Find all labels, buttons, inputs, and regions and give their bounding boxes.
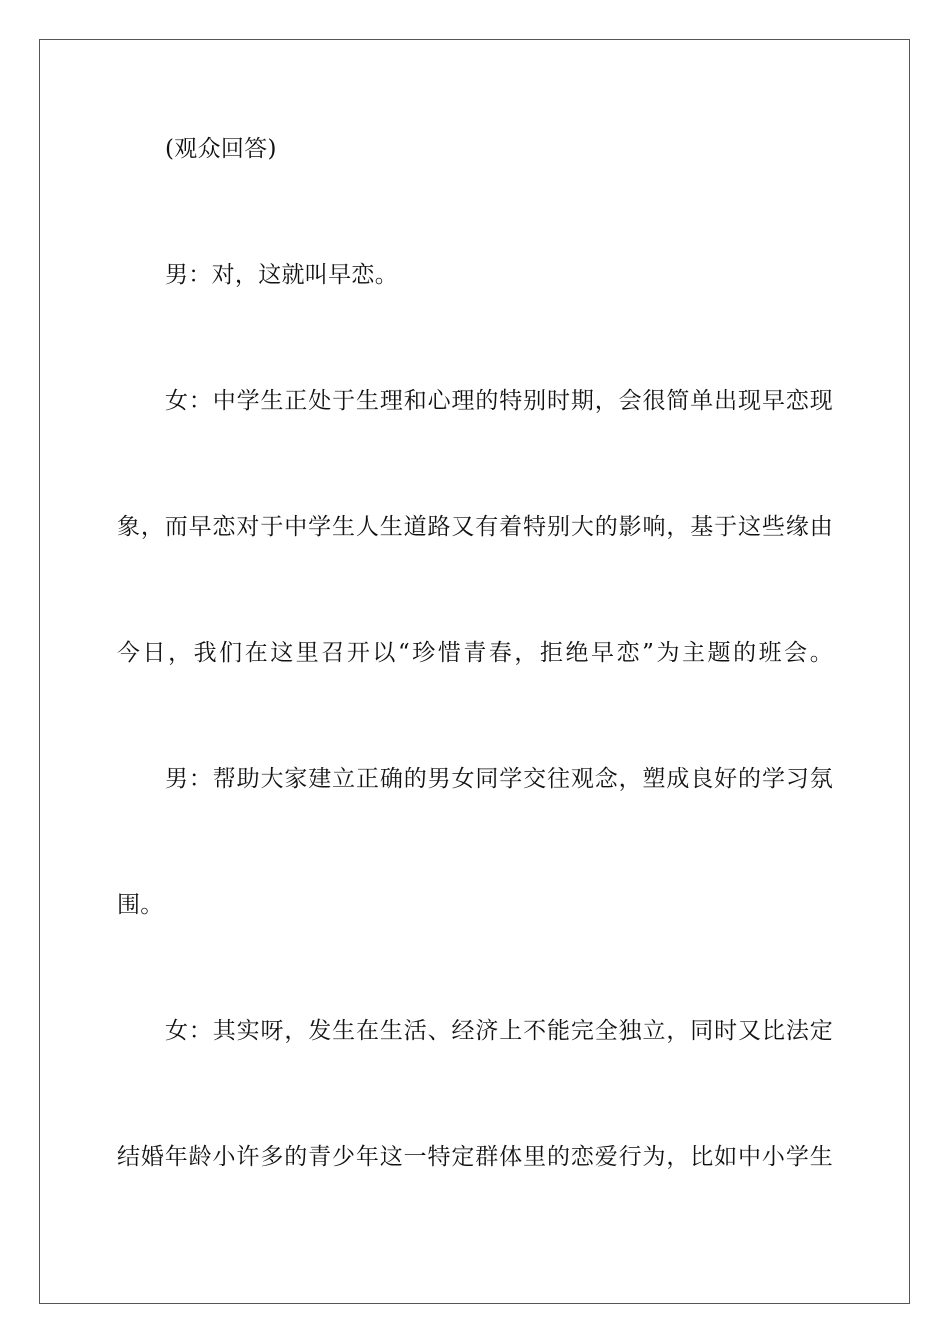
dialogue-female-1-line-3: 今日，我们在这里召开以“珍惜青春，拒绝早恋”为主题的班会。	[117, 640, 833, 666]
dialogue-male-2-line-1: 男：帮助大家建立正确的男女同学交往观念，塑成良好的学习氛	[165, 766, 833, 792]
page-border	[39, 39, 910, 1304]
dialogue-female-1-line-1: 女：中学生正处于生理和心理的特别时期，会很简单出现早恋现	[165, 388, 833, 414]
dialogue-female-2-line-2: 结婚年龄小许多的青少年这一特定群体里的恋爱行为，比如中小学生	[117, 1144, 833, 1170]
dialogue-male-2-line-2: 围。	[117, 892, 164, 918]
audience-answer-line: (观众回答)	[165, 136, 277, 162]
dialogue-female-1-line-2: 象，而早恋对于中学生人生道路又有着特别大的影响，基于这些缘由	[117, 514, 833, 540]
dialogue-male-1: 男：对，这就叫早恋。	[165, 262, 398, 288]
dialogue-female-2-line-1: 女：其实呀，发生在生活、经济上不能完全独立，同时又比法定	[165, 1018, 833, 1044]
